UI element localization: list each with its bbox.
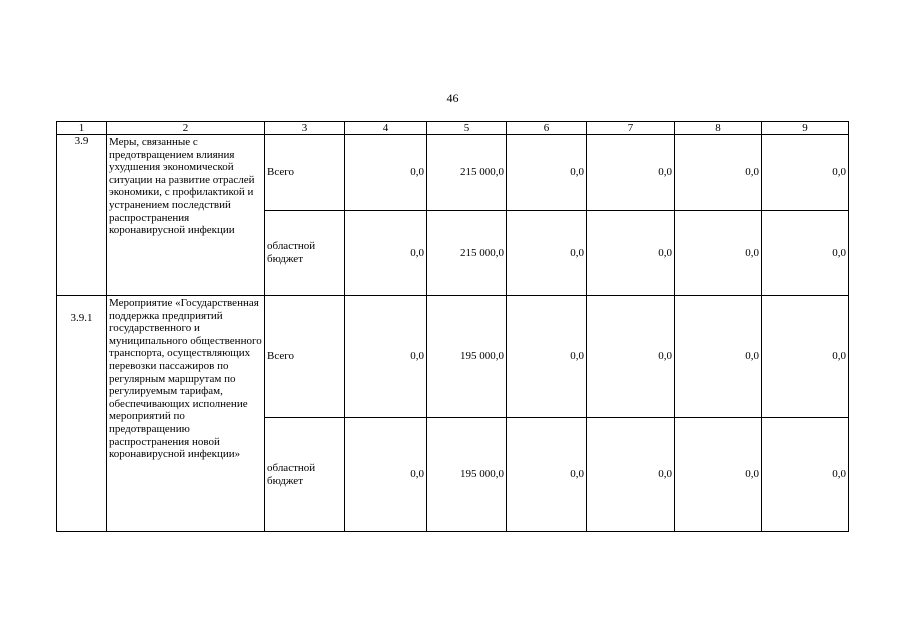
funding-source: Всего xyxy=(265,296,345,418)
value-cell: 0,0 xyxy=(345,211,427,296)
header-cell: 4 xyxy=(345,122,427,135)
value-cell: 0,0 xyxy=(587,211,675,296)
header-cell: 7 xyxy=(587,122,675,135)
value-cell: 0,0 xyxy=(762,135,849,211)
value-cell: 0,0 xyxy=(345,296,427,418)
value-cell: 0,0 xyxy=(587,418,675,532)
funding-source: областной бюджет xyxy=(265,418,345,532)
item-code: 3.9.1 xyxy=(57,296,107,532)
value-cell: 215 000,0 xyxy=(427,211,507,296)
funding-source: Всего xyxy=(265,135,345,211)
value-cell: 0,0 xyxy=(762,296,849,418)
value-cell: 0,0 xyxy=(762,418,849,532)
value-cell: 0,0 xyxy=(587,135,675,211)
value-cell: 195 000,0 xyxy=(427,418,507,532)
header-cell: 9 xyxy=(762,122,849,135)
funding-source: областной бюджет xyxy=(265,211,345,296)
value-cell: 0,0 xyxy=(345,135,427,211)
value-cell: 0,0 xyxy=(675,418,762,532)
table-row xyxy=(57,135,849,211)
header-cell: 3 xyxy=(265,122,345,135)
value-cell: 0,0 xyxy=(507,418,587,532)
header-cell: 1 xyxy=(57,122,107,135)
value-cell: 0,0 xyxy=(507,296,587,418)
item-code: 3.9 xyxy=(57,135,107,296)
value-cell: 0,0 xyxy=(587,296,675,418)
header-cell: 5 xyxy=(427,122,507,135)
table-header-row xyxy=(57,122,849,135)
header-cell: 6 xyxy=(507,122,587,135)
value-cell: 0,0 xyxy=(507,211,587,296)
item-name: Мероприятие «Государственная поддержка предприятий государственного и муниципального общественного транспорта, осуществляющих перевозки пассажиров по регулярным маршрутам по регулируемым тарифам, обеспечивающих исполнение мероприятий по предотвращению распространения новой коронавирусной инфекции» xyxy=(107,296,265,532)
budget-table xyxy=(56,121,849,532)
table-row xyxy=(57,296,849,418)
value-cell: 0,0 xyxy=(675,211,762,296)
value-cell: 0,0 xyxy=(507,135,587,211)
value-cell: 195 000,0 xyxy=(427,296,507,418)
value-cell: 0,0 xyxy=(675,296,762,418)
page-number: 46 xyxy=(446,91,459,105)
value-cell: 0,0 xyxy=(675,135,762,211)
header-cell: 2 xyxy=(107,122,265,135)
item-name: Меры, связанные с предотвращением влияния ухудшения экономической ситуации на развитие отраслей экономики, с профилактикой и устранением последствий распространения коронавирусной инфекции xyxy=(107,135,265,296)
header-cell: 8 xyxy=(675,122,762,135)
value-cell: 0,0 xyxy=(345,418,427,532)
value-cell: 215 000,0 xyxy=(427,135,507,211)
value-cell: 0,0 xyxy=(762,211,849,296)
